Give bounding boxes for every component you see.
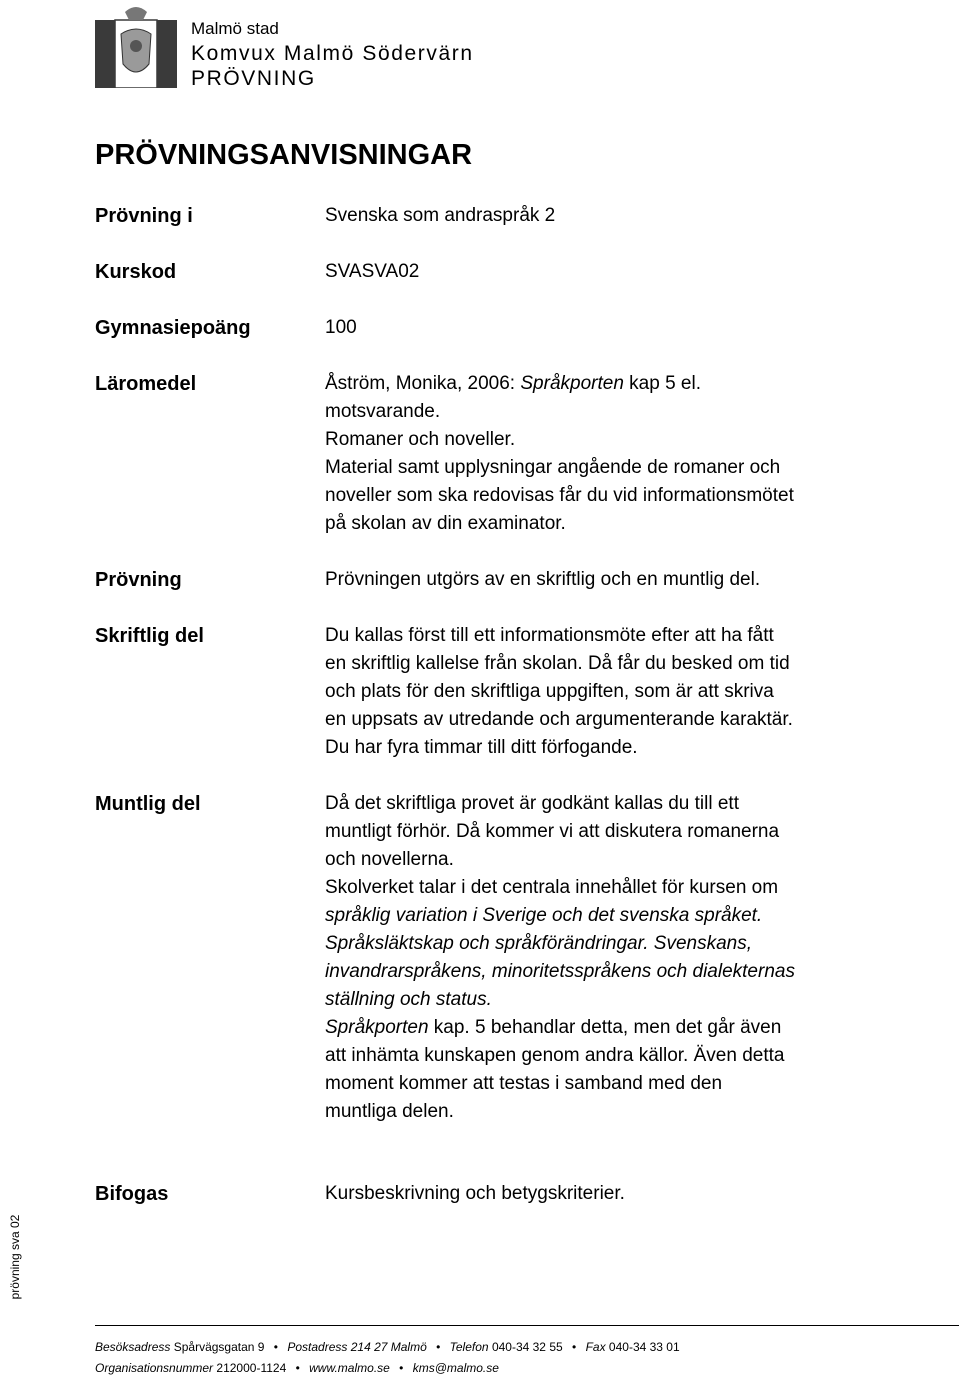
footer-bullet: • — [295, 1361, 300, 1375]
muntlig-quote-line: språklig variation i Sverige och det svenska språket. — [325, 905, 763, 926]
laromedel-line: Material samt upplysningar angående de romaner och — [325, 457, 781, 478]
skriftlig-line: och plats för den skriftliga uppgiften, som är att skriva — [325, 681, 774, 702]
muntlig-line: moment kommer att testas i samband med den — [325, 1073, 723, 1094]
footer-bullet: • — [436, 1340, 441, 1354]
label-muntlig-del: Muntlig del — [95, 793, 201, 815]
footer-contact-line — [95, 1361, 499, 1375]
value-provning: Prövningen utgörs av en skriftlig och en muntlig del. — [325, 569, 761, 590]
value-provning-i: Svenska som andraspråk 2 — [325, 205, 556, 226]
value-bifogas: Kursbeskrivning och betygskriterier. — [325, 1183, 625, 1204]
footer-post-value: 214 27 Malmö — [350, 1340, 427, 1354]
city-name: Malmö stad — [191, 19, 279, 38]
label-provning: Prövning — [95, 569, 182, 591]
muntlig-quote-line: ställning och status. — [325, 989, 492, 1010]
laromedel-line: noveller som ska redovisas får du vid informationsmötet — [325, 485, 794, 506]
laromedel-line: motsvarande. — [325, 401, 441, 422]
sprakporten-rest: kap. 5 behandlar detta, men det går även — [428, 1017, 782, 1038]
skriftlig-line: Du har fyra timmar till ditt förfogande. — [325, 737, 638, 758]
footer-address-line — [95, 1340, 680, 1354]
value-skriftlig-del — [325, 622, 945, 762]
laromedel-line-0 — [325, 370, 945, 398]
footer-website-link[interactable]: www.malmo.se — [309, 1361, 390, 1375]
muntlig-quote-line: Språksläktskap och språkförändringar. Svenskans, — [325, 933, 753, 954]
footer-fax-label: Fax — [585, 1340, 606, 1354]
footer-email-link[interactable]: kms@malmo.se — [412, 1361, 499, 1375]
footer-bullet: • — [273, 1340, 278, 1354]
value-muntlig-del — [325, 790, 945, 1126]
sprakporten-title: Språkporten — [325, 1017, 429, 1038]
footer-post-label: Postadress — [287, 1340, 348, 1354]
label-bifogas: Bifogas — [95, 1183, 169, 1205]
footer-fax-value: 040-34 33 01 — [608, 1340, 680, 1354]
skriftlig-line: en skriftlig kallelse från skolan. Då får du besked om tid — [325, 653, 790, 674]
muntlig-line: att inhämta kunskapen genom andra källor. Även detta — [325, 1045, 785, 1066]
label-skriftlig-del: Skriftlig del — [95, 625, 204, 647]
laromedel-post: kap 5 el. — [623, 373, 701, 394]
document-code-vertical: prövning sva 02 — [8, 1214, 22, 1300]
value-laromedel — [325, 370, 945, 538]
label-laromedel: Läromedel — [95, 373, 197, 395]
footer-org-label: Organisationsnummer — [95, 1361, 214, 1375]
label-provning-i: Prövning i — [95, 205, 193, 227]
skriftlig-line: en uppsats av utredande och argumenterande karaktär. — [325, 709, 793, 730]
muntlig-line: muntliga delen. — [325, 1101, 454, 1122]
laromedel-title: Språkporten — [520, 373, 624, 394]
footer-org-value: 212000-1124 — [216, 1361, 287, 1375]
organization-header — [191, 20, 474, 89]
muntlig-sprakporten-line — [325, 1014, 945, 1042]
label-kurskod: Kurskod — [95, 261, 177, 283]
muntlig-quote-line: invandrarspråkens, minoritetsspråkens och dialekternas — [325, 961, 795, 982]
footer-besok-value: Spårvägsgatan 9 — [173, 1340, 265, 1354]
label-gymnasiepoang: Gymnasiepoäng — [95, 317, 251, 339]
muntlig-line: Då det skriftliga provet är godkänt kallas du till ett — [325, 793, 739, 814]
skriftlig-line: Du kallas först till ett informationsmöte efter att ha fått — [325, 625, 774, 646]
muntlig-line: muntligt förhör. Då kommer vi att diskutera romanerna — [325, 821, 780, 842]
muntlig-line: Skolverket talar i det centrala innehållet för kursen om — [325, 877, 779, 898]
footer-bullet: • — [399, 1361, 404, 1375]
laromedel-pre: Åström, Monika, 2006: — [325, 373, 521, 394]
document-title: PRÖVNINGSANVISNINGAR — [95, 139, 473, 171]
footer-tel-label: Telefon — [449, 1340, 489, 1354]
footer-besok-label: Besöksadress — [95, 1340, 171, 1354]
unit-name: PRÖVNING — [191, 67, 316, 90]
laromedel-line: Romaner och noveller. — [325, 429, 516, 450]
laromedel-line: på skolan av din examinator. — [325, 513, 566, 534]
school-name: Komvux Malmö Södervärn — [191, 42, 474, 65]
value-gymnasiepoang: 100 — [325, 317, 357, 338]
value-kurskod: SVASVA02 — [325, 261, 420, 282]
footer-divider — [95, 1325, 959, 1326]
malmo-coat-of-arms-logo — [95, 4, 177, 88]
footer-tel-value: 040-34 32 55 — [491, 1340, 563, 1354]
muntlig-line: och novellerna. — [325, 849, 454, 870]
footer-bullet: • — [572, 1340, 577, 1354]
